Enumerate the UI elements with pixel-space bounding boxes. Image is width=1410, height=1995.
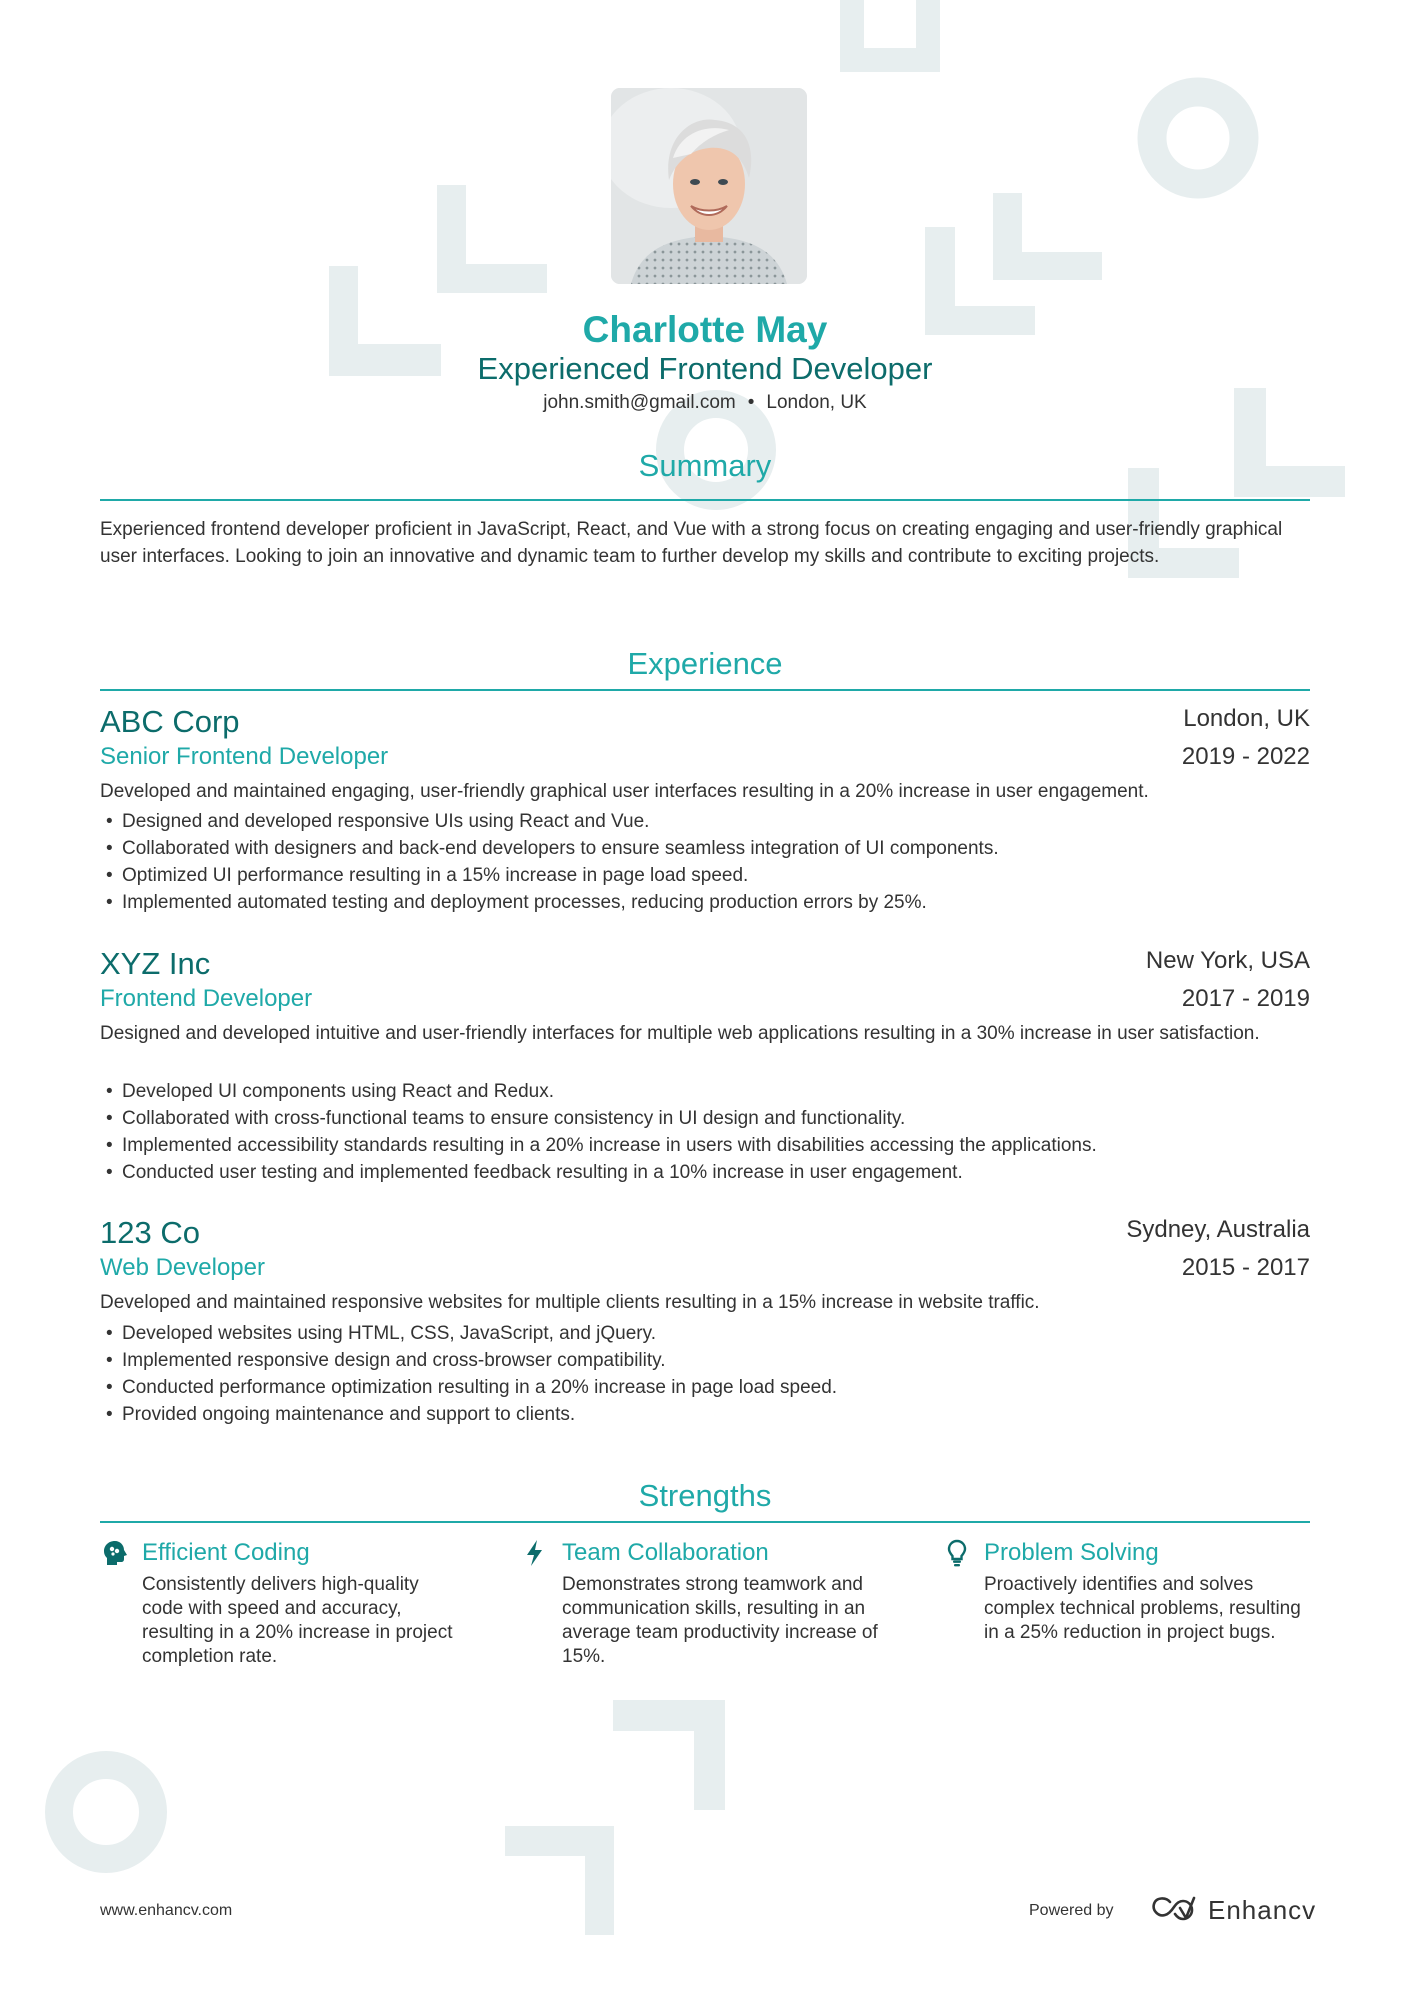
candidate-title: Experienced Frontend Developer xyxy=(477,351,933,386)
job-entry xyxy=(100,944,1310,1189)
strength-description: Consistently delivers high-quality code with speed and accuracy, resulting in a 20% increase in project completion rate. xyxy=(142,1574,453,1667)
contact-line xyxy=(0,390,1410,416)
job-bullet: • Provided ongoing maintenance and support to clients. xyxy=(100,1401,1315,1428)
job-bullets xyxy=(100,1320,1315,1428)
job-bullet: • Developed websites using HTML, CSS, JavaScript, and jQuery. xyxy=(100,1320,1315,1347)
strengths-divider xyxy=(100,1521,1310,1523)
candidate-name: Charlotte May xyxy=(582,309,828,350)
job-description: Developed and maintained engaging, user-friendly graphical user interfaces resulting in a 20% increase in user engagement. xyxy=(100,781,1149,802)
lightbulb-icon xyxy=(942,1538,972,1568)
job-bullet: • Designed and developed responsive UIs using React and Vue. xyxy=(100,808,1315,835)
footer-website-link[interactable]: www.enhancv.com xyxy=(100,1902,233,1919)
job-bullet: • Conducted performance optimization resulting in a 20% increase in page load speed. xyxy=(100,1374,1315,1401)
job-bullet: • Collaborated with cross-functional teams to ensure consistency in UI design and functionality. xyxy=(100,1105,1315,1132)
job-bullet: • Developed UI components using React and Redux. xyxy=(100,1078,1315,1105)
summary-divider xyxy=(100,499,1310,501)
job-bullet: • Optimized UI performance resulting in a 15% increase in page load speed. xyxy=(100,862,1315,889)
strengths-heading: Strengths xyxy=(638,1478,772,1513)
job-role: Senior Frontend Developer xyxy=(100,743,389,770)
summary-text: Experienced frontend developer proficient in JavaScript, React, and Vue with a strong focus on creating engaging and user-friendly graphical user interfaces. Looking to join an innovative and dynamic team to further develop my skills and contribute to exciting projects. xyxy=(100,519,1283,567)
experience-heading: Experience xyxy=(627,646,783,681)
brain-head-icon xyxy=(100,1538,130,1568)
job-bullet: • Implemented accessibility standards resulting in a 20% increase in users with disabilities accessing the applications. xyxy=(100,1132,1315,1159)
enhancv-brand-text: Enhancv xyxy=(1208,1895,1317,1925)
job-company: 123 Co xyxy=(100,1215,200,1250)
job-description: Developed and maintained responsive websites for multiple clients resulting in a 15% increase in website traffic. xyxy=(100,1292,1040,1313)
job-role: Web Developer xyxy=(100,1254,265,1281)
job-entry xyxy=(100,1213,1310,1438)
job-bullet: • Implemented responsive design and cross-browser compatibility. xyxy=(100,1347,1315,1374)
email-link[interactable]: john.smith@gmail.com xyxy=(543,392,736,413)
contact-separator: • xyxy=(747,392,755,413)
portrait-illustration xyxy=(611,88,807,284)
location-text: London, UK xyxy=(766,392,867,413)
job-location: Sydney, Australia xyxy=(1126,1216,1310,1243)
experience-divider xyxy=(100,689,1310,691)
job-bullets xyxy=(100,1078,1315,1186)
enhancv-logo-icon xyxy=(1150,1890,1198,1930)
job-bullet: • Implemented automated testing and deployment processes, reducing production errors by 25%. xyxy=(100,889,1315,916)
lightning-bolt-icon xyxy=(520,1538,550,1568)
job-dates: 2017 - 2019 xyxy=(1181,985,1310,1012)
job-entry xyxy=(100,702,1310,922)
job-bullet: • Conducted user testing and implemented feedback resulting in a 10% increase in user engagement. xyxy=(100,1159,1315,1186)
strength-description: Demonstrates strong teamwork and communication skills, resulting in an average team productivity increase of 15%. xyxy=(562,1574,878,1667)
strength-title: Team Collaboration xyxy=(562,1539,769,1566)
job-bullet: • Collaborated with designers and back-end developers to ensure seamless integration of UI components. xyxy=(100,835,1315,862)
job-role: Frontend Developer xyxy=(100,985,313,1012)
strength-title: Efficient Coding xyxy=(142,1539,310,1566)
footer-powered-by: Powered by xyxy=(1029,1902,1114,1919)
profile-photo xyxy=(611,88,807,284)
job-location: London, UK xyxy=(1183,705,1310,732)
summary-heading: Summary xyxy=(638,448,772,483)
job-description: Designed and developed intuitive and user-friendly interfaces for multiple web applications resulting in a 30% increase in user satisfaction. xyxy=(100,1023,1260,1044)
strength-title: Problem Solving xyxy=(984,1539,1159,1566)
strength-description: Proactively identifies and solves complex technical problems, resulting in a 25% reduction in project bugs. xyxy=(984,1574,1301,1643)
job-location: New York, USA xyxy=(1145,947,1310,974)
job-company: XYZ Inc xyxy=(100,946,211,981)
job-dates: 2015 - 2017 xyxy=(1181,1254,1310,1281)
job-company: ABC Corp xyxy=(100,704,240,739)
job-dates: 2019 - 2022 xyxy=(1181,743,1310,770)
job-bullets xyxy=(100,808,1315,916)
